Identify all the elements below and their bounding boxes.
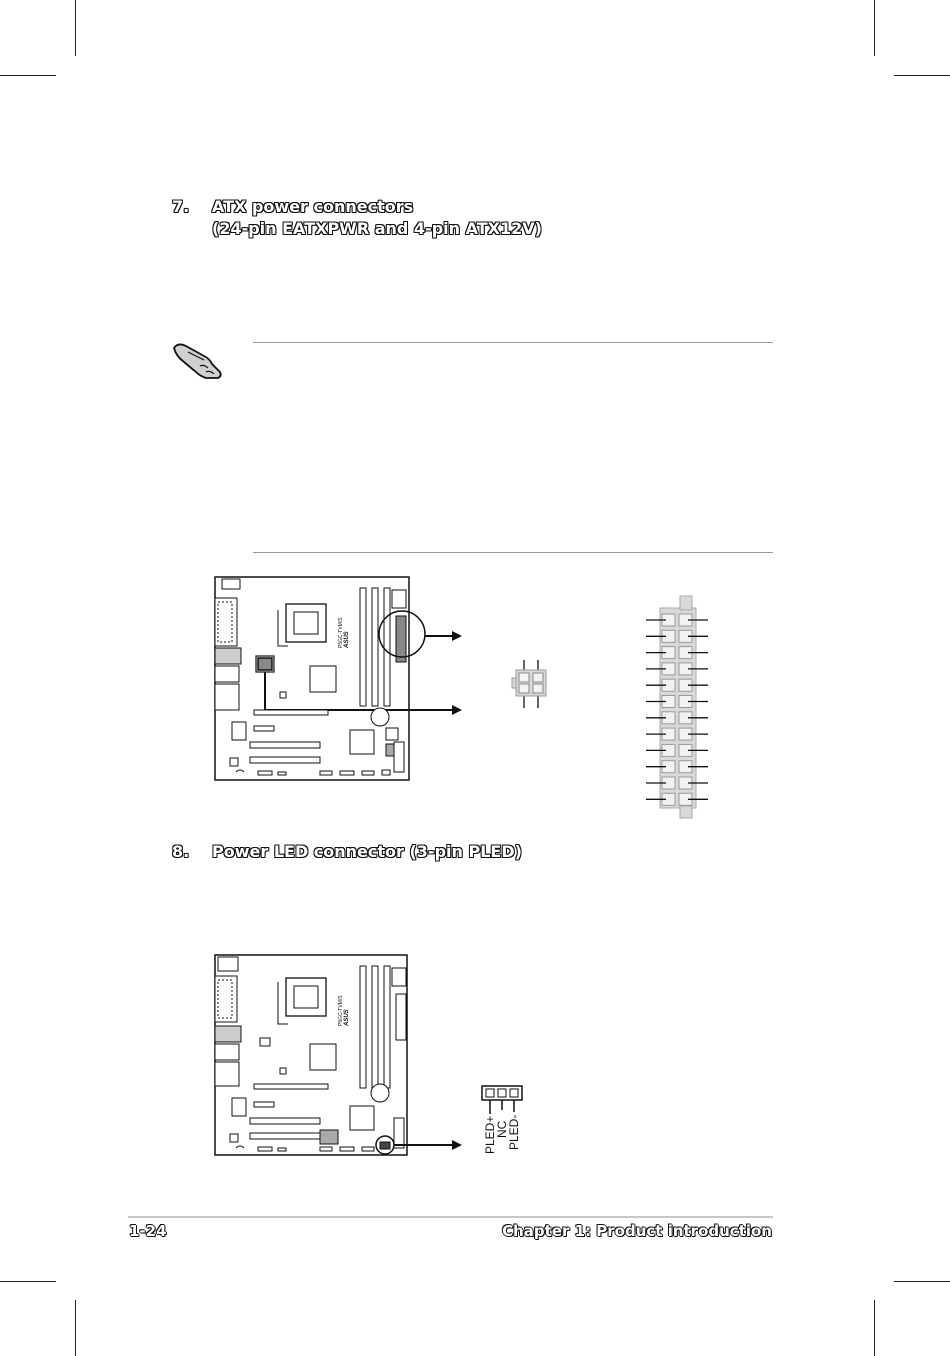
eatxpwr-connector-diagram <box>644 594 710 822</box>
pled-pin-3-label: PLED- <box>507 1114 521 1150</box>
board-label-2: P5GC-TVM/S <box>338 995 344 1026</box>
crop-mark-bottom-right-h <box>894 1281 950 1282</box>
crop-mark-top-left-h <box>0 75 56 76</box>
footer-page-number: 1-24 <box>129 1222 167 1240</box>
crop-mark-bottom-left-v <box>75 1300 76 1356</box>
section-7-title-line1: ATX power connectors <box>212 197 414 216</box>
crop-mark-top-right-v <box>874 0 875 56</box>
note-bottom-rule <box>253 552 773 553</box>
board-logo-1: ASUS <box>344 631 350 648</box>
board-logo-2: ASUS <box>344 1009 350 1026</box>
section-8-number: 8. <box>172 842 190 861</box>
crop-mark-bottom-right-v <box>874 1300 875 1356</box>
section-7-title-line2: (24-pin EATXPWR and 4-pin ATX12V) <box>212 219 542 238</box>
footer-chapter-title: Chapter 1: Product introduction <box>502 1222 772 1240</box>
crop-mark-bottom-left-h <box>0 1281 56 1282</box>
note-top-rule <box>253 342 773 343</box>
eatxpwr-latch <box>680 596 692 610</box>
atx12v-connector-diagram <box>508 658 552 710</box>
pled-pin-2-label: NC <box>495 1120 509 1138</box>
board-label-1: P5GC-TVM/S <box>338 617 344 648</box>
hand-pointing-icon <box>170 338 226 382</box>
footer-rule <box>128 1216 773 1218</box>
pled-pin-labels <box>478 1110 528 1156</box>
motherboard-diagram-pled <box>214 954 494 1158</box>
section-8-title: Power LED connector (3-pin PLED) <box>212 842 522 861</box>
crop-mark-top-left-v <box>75 0 76 56</box>
crop-mark-top-right-h <box>894 75 950 76</box>
motherboard-diagram-atx <box>214 576 464 782</box>
eatxpwr-tab <box>680 806 692 818</box>
pled-pin-1-label: PLED+ <box>483 1115 497 1154</box>
section-7-number: 7. <box>172 197 190 216</box>
